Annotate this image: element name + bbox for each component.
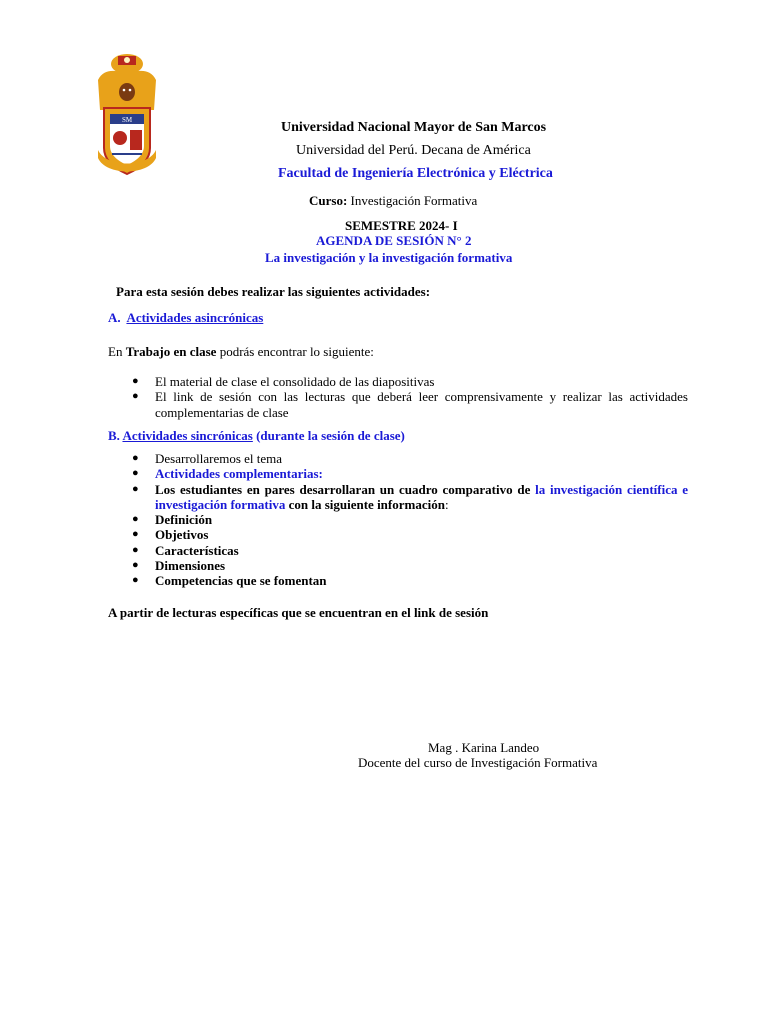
agenda-title: AGENDA DE SESIÓN N° 2 [316,233,472,248]
bullet-icon: ● [132,574,139,587]
list-item: ● Competencias que se fomentan [132,573,327,589]
lead-before: En [108,344,126,359]
bullet-icon: ● [132,543,139,556]
closing-text: A partir de lecturas específicas que se encuentran en el link de sesión [108,605,489,620]
signature-role: Docente del curso de Investigación Formativa [358,755,598,770]
session-topic: La investigación y la investigación formativa [265,250,513,265]
section-a-title[interactable]: Actividades asincrónicas [126,310,264,325]
list-item: ● Actividades complementarias: [132,466,323,482]
seal-monogram: SM [121,116,133,124]
list-item: ● Objetivos [132,527,209,543]
list-item: ● El material de clase el consolidado de las diapositivas [132,374,435,389]
lead-after: podrás encontrar lo siguiente: [216,344,374,359]
bullet-icon: ● [132,559,139,572]
section-b-list [132,451,688,589]
section-a-heading [108,310,263,326]
list-item: ● Características [132,542,239,558]
course-line [309,193,477,209]
section-a-lead [108,344,374,360]
bullet-icon: ● [132,467,139,480]
section-b-title[interactable]: Actividades sincrónicas [122,428,253,443]
university-name: Universidad Nacional Mayor de San Marcos [281,120,547,135]
section-a-list [132,374,688,420]
list-item: ● Dimensiones [132,558,226,574]
bullet-icon: ● [132,513,139,526]
section-b-prefix: B. [108,428,120,443]
list-item: ● Los estudiantes en pares desarrollaran un cuadro comparativo de la investigación científica e investigación formativa con la siguiente información: [132,481,688,512]
section-b-subtitle: (durante la sesión de clase) [252,428,405,443]
bullet-icon: ● [132,390,139,403]
bullet-icon: ● [132,375,139,387]
bullet-icon: ● [132,482,139,495]
section-a-prefix: A. [108,310,121,325]
university-seal [96,50,158,180]
semester: SEMESTRE 2024- I [345,218,458,233]
intro-text: Para esta sesión debes realizar las siguientes actividades: [116,284,431,299]
course-name: Investigación Formativa [347,193,478,208]
university-motto: Universidad del Perú. Decana de América [296,143,531,158]
list-item: ● Desarrollaremos el tema [132,451,283,466]
lead-bold: Trabajo en clase [125,344,217,359]
list-item: ● El link de sesión con las lecturas que deberá leer comprensivamente y realizar las actividades complementarias de clase [132,389,688,420]
course-label: Curso: [309,193,348,208]
signature-name: Mag . Karina Landeo [428,740,540,755]
bullet-icon: ● [132,528,139,541]
bullet-icon: ● [132,452,139,464]
list-item: ● Definición [132,512,213,528]
faculty-name: Facultad de Ingeniería Electrónica y Eléctrica [278,166,553,181]
section-b-heading [108,428,405,444]
